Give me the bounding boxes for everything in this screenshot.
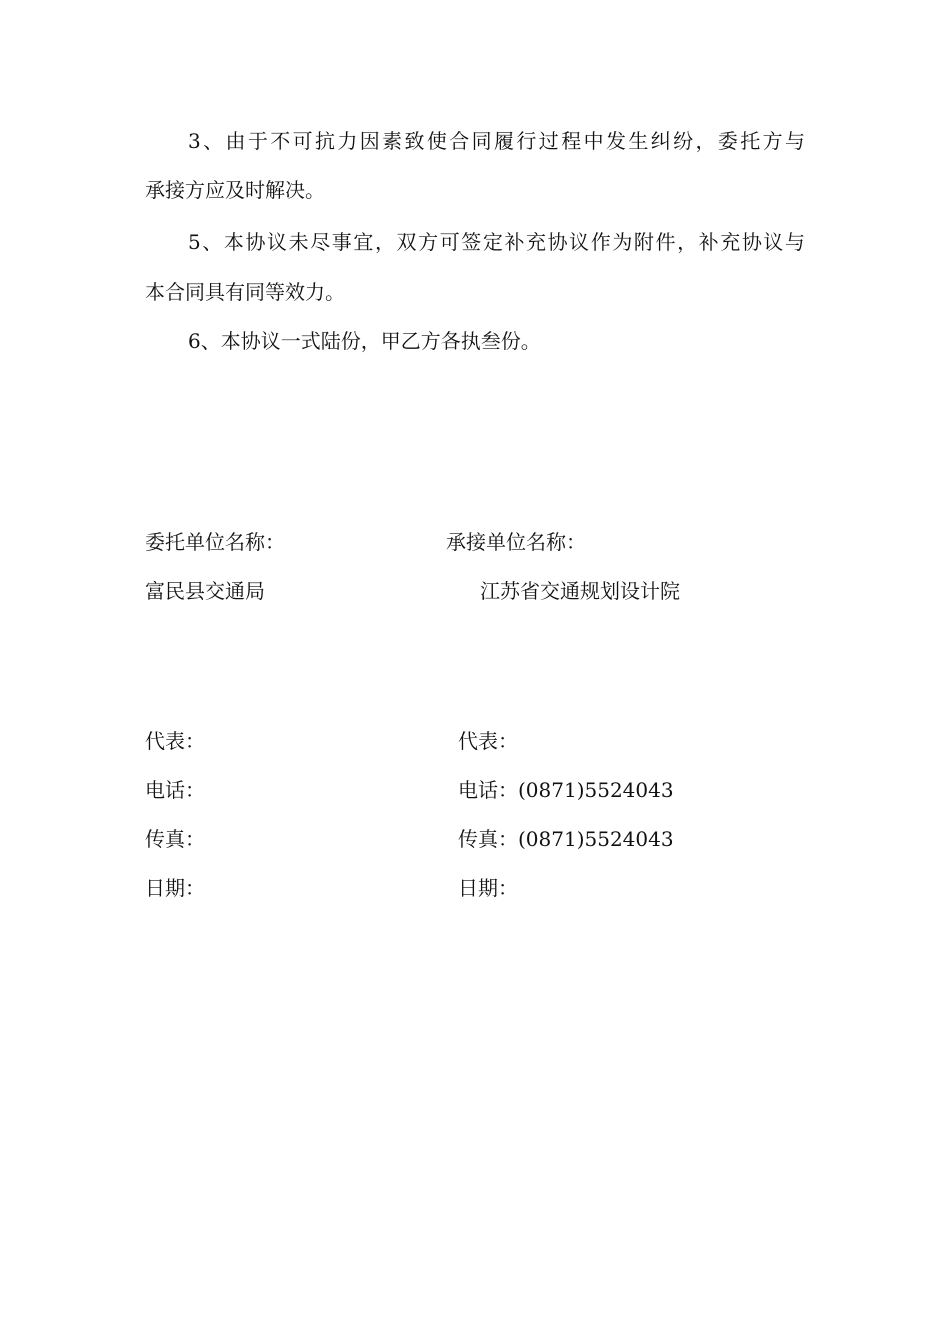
contractor-label: 承接单位名称： xyxy=(446,530,586,554)
client-label: 委托单位名称： xyxy=(145,530,285,554)
clause-6-line-1: 6、本协议一式陆份，甲乙方各执叁份。 xyxy=(188,329,541,353)
client-representative: 代表： xyxy=(145,729,205,753)
clause-5-line-2: 本合同具有同等效力。 xyxy=(145,280,345,304)
client-date: 日期： xyxy=(145,876,205,900)
client-phone: 电话： xyxy=(145,778,205,802)
contractor-representative: 代表： xyxy=(458,729,518,753)
contractor-fax: 传真：(0871)5524043 xyxy=(458,827,674,851)
contractor-name: 江苏省交通规划设计院 xyxy=(480,579,680,603)
contractor-date: 日期： xyxy=(458,876,518,900)
client-fax: 传真： xyxy=(145,827,205,851)
client-name: 富民县交通局 xyxy=(145,579,265,603)
clause-3-line-1: 3、由于不可抗力因素致使合同履行过程中发生纠纷，委托方与 xyxy=(188,129,805,153)
contractor-phone: 电话：(0871)5524043 xyxy=(458,778,674,802)
clause-5-line-1: 5、本协议未尽事宜，双方可签定补充协议作为附件，补充协议与 xyxy=(188,230,805,254)
clause-3-line-2: 承接方应及时解决。 xyxy=(145,178,325,202)
